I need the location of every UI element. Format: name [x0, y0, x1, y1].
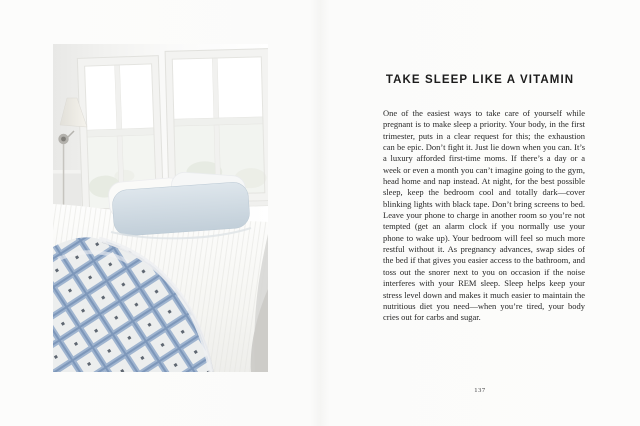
- right-page: [320, 0, 640, 426]
- bedroom-photo-illustration: [53, 44, 268, 372]
- body-text: One of the easiest ways to take care of yourself while pregnant is to make sleep a priority. Your body, in the first trimester, puts in a clear request for this; the exhaustion can be epic. Don’t fight it. Just lie down when you can. It’s a luxury afforded first-time moms. If there’s a day or a week or even a month you can’t imagine going to the gym, head home and nap instead. At night, for the best possible sleep, keep the bedroom cool and totally dark—cover blinking lights with black tape. Don’t bring screens to bed. Leave your phone to charge in another room so you’re not tempted (get an alarm clock if you normally use your phone to wake up). Your bedroom will feel so much more restful without it. As pregnancy advances, swap sides of the bed if that gives you easier access to the bathroom, and toss out the snorer next to you on occasion if the noise interferes with your REM sleep. Sleep helps keep your stress level down and makes it much easier to maintain the nutritious diet you need—when you’re tired, your body cries out for carbs and sugar.: [383, 108, 585, 323]
- page-number: 137: [474, 387, 486, 394]
- bedroom-photo: [53, 44, 268, 372]
- chapter-title: TAKE SLEEP LIKE A VITAMIN: [385, 74, 575, 86]
- blue-pillow: [112, 181, 251, 236]
